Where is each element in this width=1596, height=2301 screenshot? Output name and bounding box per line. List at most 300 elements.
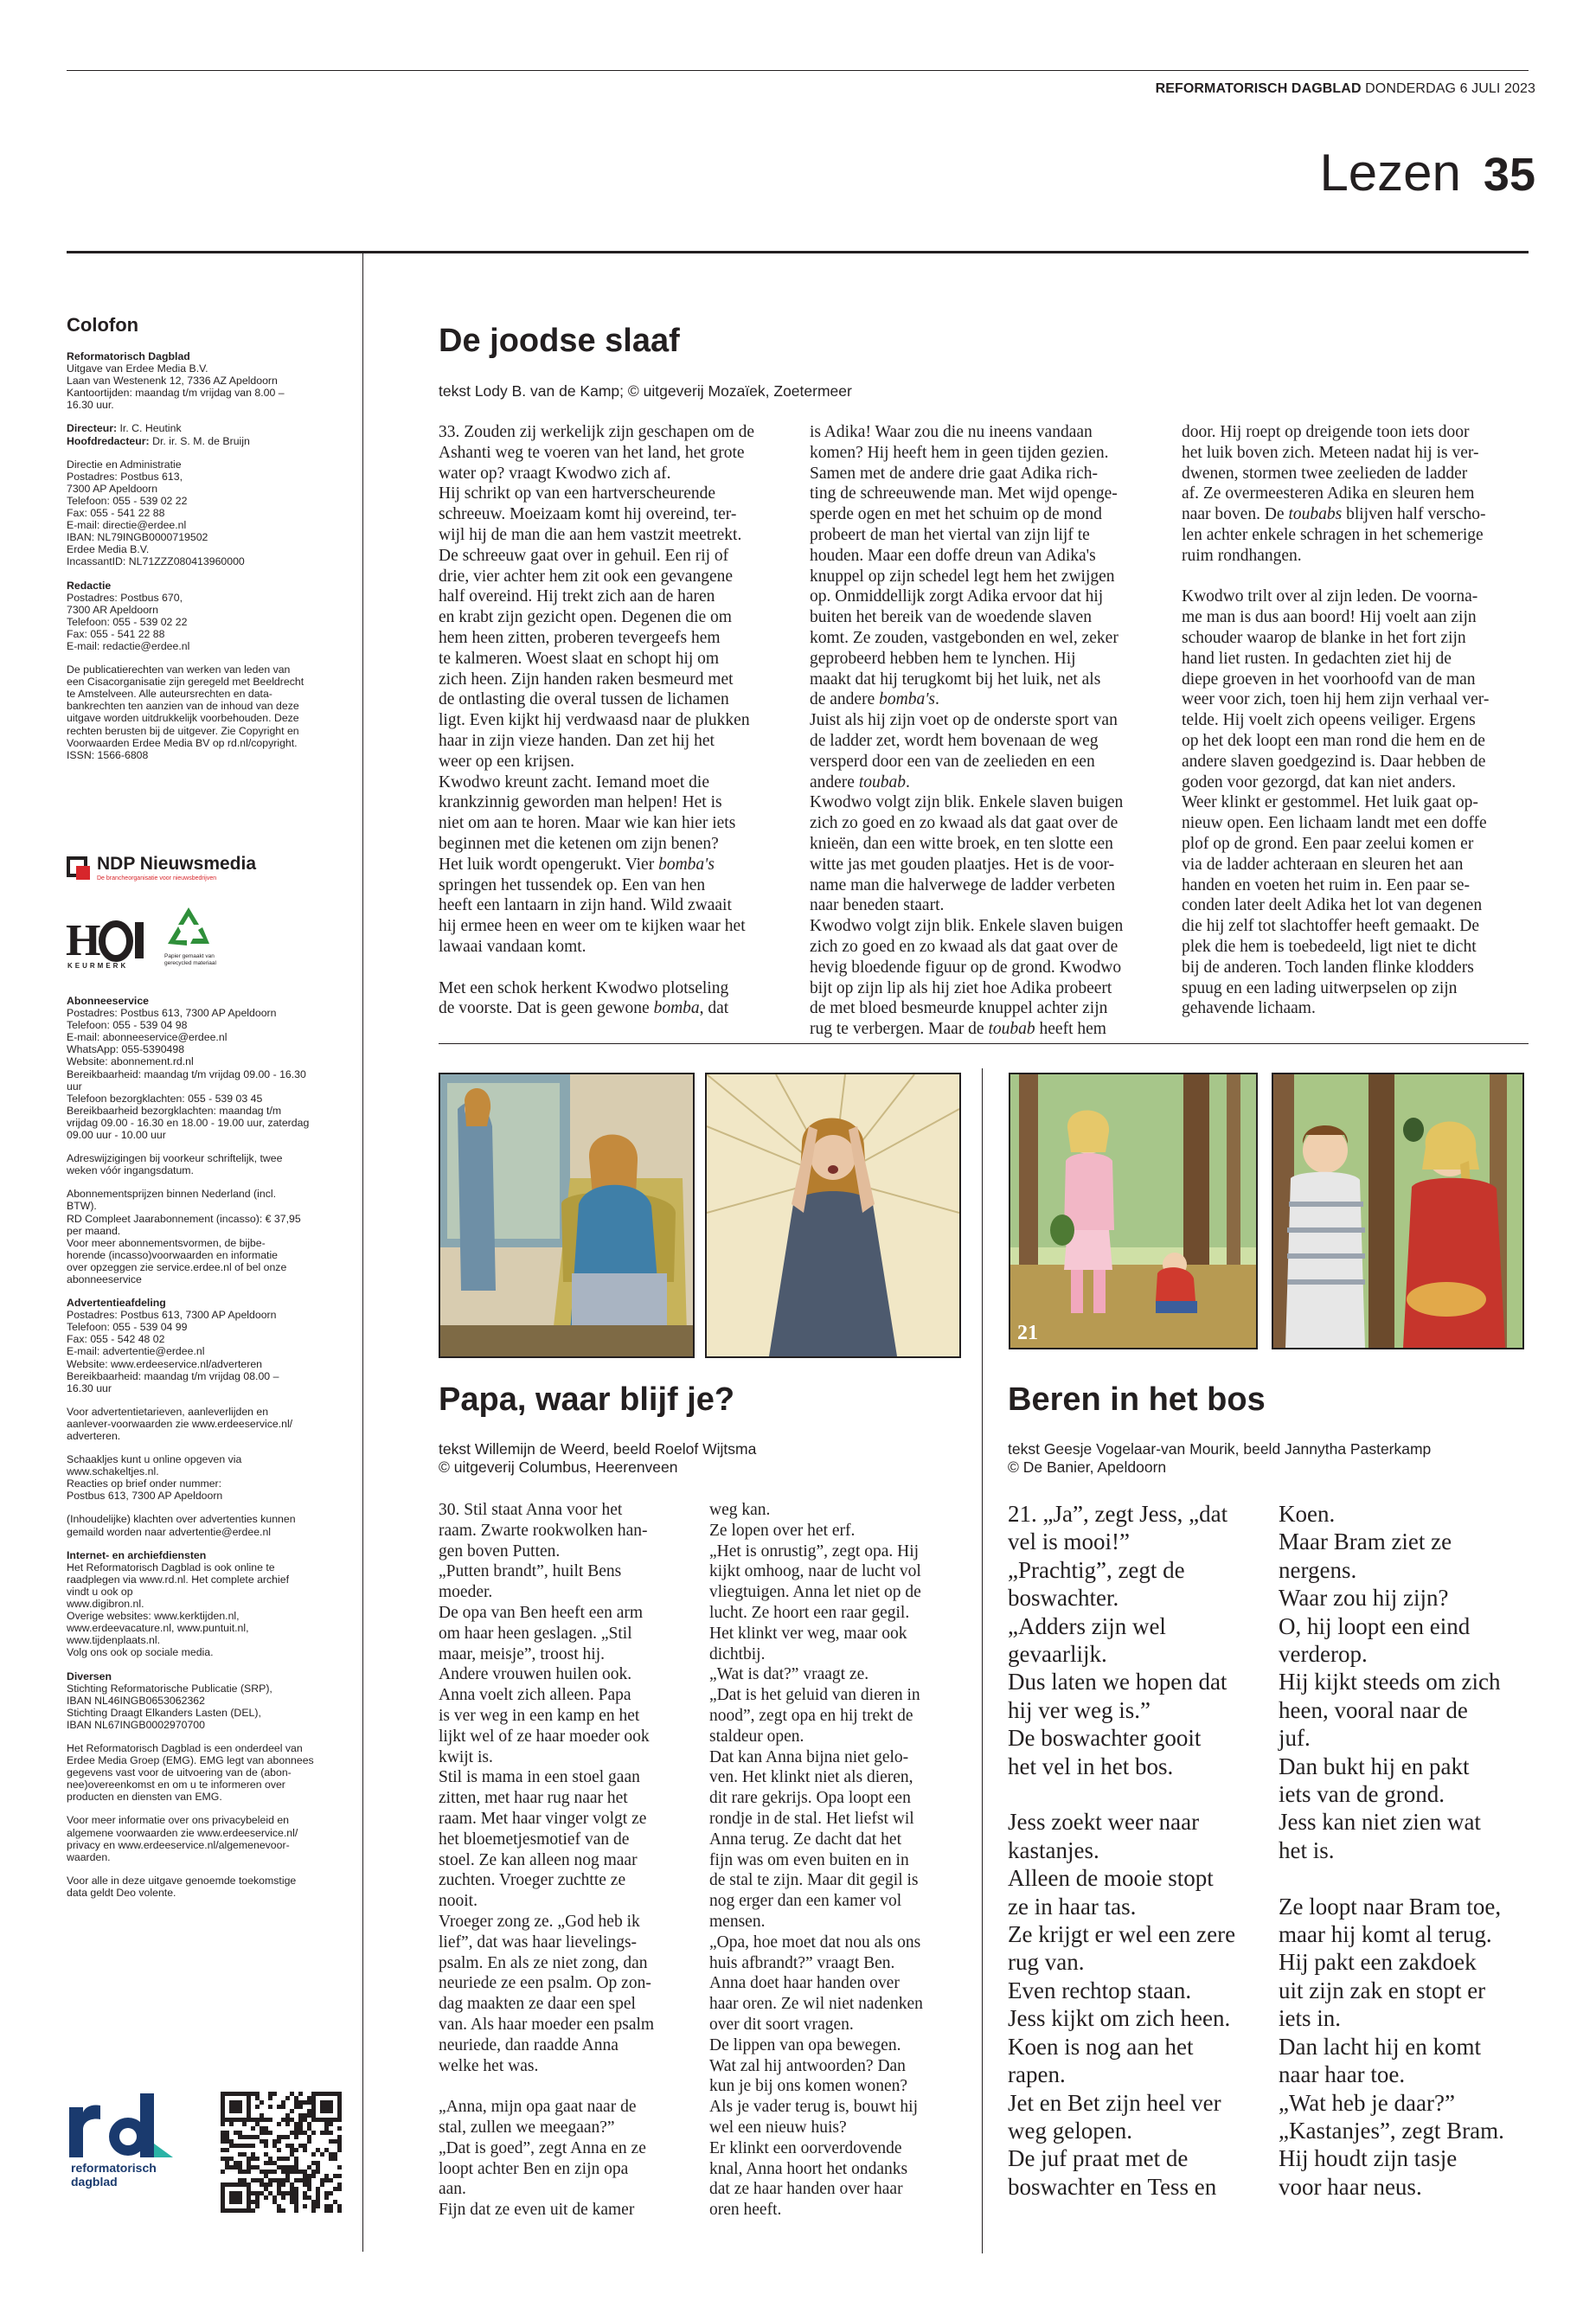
qr-module	[264, 2118, 268, 2122]
qr-module	[307, 2096, 311, 2100]
text-line: naar haar toe.	[1279, 2061, 1406, 2088]
qr-module	[251, 2178, 255, 2182]
qr-module	[294, 2170, 298, 2174]
qr-module	[333, 2157, 337, 2161]
qr-module	[251, 2157, 255, 2161]
qr-module	[238, 2165, 242, 2170]
text-line: Ze lopen over het erf.	[709, 1521, 856, 1540]
text-line: en krabt zijn gezicht open. Degenen die om	[439, 608, 732, 627]
text-line: www.erdeevacature.nl, www.puntuit.nl,	[67, 1622, 249, 1635]
deo-volente	[67, 1875, 345, 1899]
qr-module	[316, 2170, 320, 2174]
text-line: weer voor zich, toen hij hem zijn verhaal ver-	[1182, 690, 1490, 709]
article2-col2	[709, 1500, 969, 2221]
colofon-directie	[67, 458, 345, 568]
text-line: Er klinkt een oorverdovende	[709, 2138, 902, 2157]
text-line: diepe groeven in het voorhoofd van de man	[1182, 670, 1476, 689]
keurmerk: KEURMERK	[67, 962, 129, 970]
colofon	[67, 314, 345, 772]
recycle-icon	[163, 904, 215, 952]
qr-code-icon[interactable]	[221, 2092, 342, 2213]
text-line	[1008, 1780, 1276, 1808]
qr-module	[337, 2187, 342, 2191]
ndp-name: NDP Nieuwsmedia	[97, 854, 257, 874]
qr-module	[303, 2174, 307, 2178]
qr-module	[298, 2122, 303, 2126]
text-line: moeder.	[439, 1583, 493, 1602]
text-line: hand liet rusten. In gedachten ziet hij de	[1182, 649, 1452, 668]
paper-name: REFORMATORISCH DAGBLAD	[1155, 81, 1362, 96]
qr-module	[298, 2118, 303, 2122]
text-line	[439, 2076, 689, 2097]
adreswijziging	[67, 1152, 345, 1176]
qr-module	[277, 2165, 281, 2170]
qr-module	[225, 2165, 229, 2170]
section-title: Lezen	[1319, 144, 1461, 202]
article3-col1	[1008, 1500, 1276, 2201]
qr-module	[277, 2208, 281, 2213]
text-line: Het klinkt ver weg, maar ook	[709, 1624, 907, 1643]
qr-module	[307, 2178, 311, 2182]
text-line: 30. Stil staat Anna voor het	[439, 1501, 623, 1519]
text-line: De lippen van opa bewegen.	[709, 2035, 901, 2054]
qr-module	[225, 2131, 229, 2135]
text-line: is Adika! Waar zou die nu ineens vandaan	[810, 423, 1093, 441]
qr-module	[294, 2105, 298, 2109]
qr-module	[268, 2157, 272, 2161]
qr-module	[251, 2165, 255, 2170]
text-line: De boswachter gooit	[1008, 1725, 1202, 1752]
text-line: de met bloed besmeurde knuppel achter zijn	[810, 999, 1108, 1018]
text-line: door. Hij roept op dreigende toon iets door	[1182, 423, 1470, 441]
text-line: ruim rondhangen.	[1182, 546, 1302, 565]
text-line: Telefoon: 055 - 539 02 22	[67, 615, 188, 628]
text-line: vrijdag 09.00 - 16.30 en 18.00 - 19.00 uur, zaterdag	[67, 1116, 310, 1129]
qr-module	[264, 2174, 268, 2178]
text-line: Postadres: Postbus 670,	[67, 591, 183, 604]
text-line: kijkt omhoog, naar de lucht vol	[709, 1562, 921, 1581]
colofon-service	[67, 995, 345, 1910]
qr-module	[225, 2157, 229, 2161]
text-line: uur	[67, 1080, 82, 1093]
qr-module	[242, 2135, 247, 2139]
qr-module	[238, 2144, 242, 2148]
ndp-sub: De brancheorganisatie voor nieuwsbedrijven	[97, 875, 217, 881]
qr-module	[303, 2178, 307, 2182]
text-line: waarden.	[67, 1850, 111, 1863]
text-line: raam. Met haar vinger volgt ze	[439, 1809, 647, 1828]
qr-module	[285, 2165, 290, 2170]
qr-module	[285, 2113, 290, 2118]
text-line: telde. Hij voelt zich opeens veiliger. Ergens	[1182, 711, 1476, 730]
qr-module	[316, 2187, 320, 2191]
qr-module	[255, 2092, 260, 2096]
line: Kantoortijden: maandag t/m vrijdag van 8.00 –	[67, 387, 285, 400]
text-line: RD Compleet Jaarabonnement (incasso): € 37,95	[67, 1212, 301, 1225]
text-line: fijn was om even buiten en in	[709, 1850, 909, 1869]
text-line: om haar heen geslagen. „Stil	[439, 1624, 632, 1643]
text-line: knuppel op zijn schedel legt hem het zwijgen	[810, 567, 1115, 586]
text-line: gehavende lichaam.	[1182, 999, 1316, 1018]
text-line: nog erger dan een kamer vol	[709, 1892, 902, 1911]
text-line: lucht. Ze hoort een raar gegil.	[709, 1603, 910, 1622]
qr-module	[277, 2105, 281, 2109]
text-line	[1279, 1864, 1538, 1892]
text-line: 7300 AR Apeldoorn	[67, 603, 158, 616]
qr-module	[242, 2144, 247, 2148]
qr-module	[255, 2195, 260, 2200]
qr-module	[307, 2187, 311, 2191]
text-line: Kwodwo volgt zijn blik. Enkele slaven buigen	[810, 917, 1124, 936]
qr-module	[324, 2126, 329, 2131]
qr-module	[255, 2204, 260, 2208]
abonnee-head: Abonneeservice	[67, 995, 150, 1007]
logo-line1: reformatorisch	[71, 2161, 157, 2175]
text-line: plof op de grond. Een paar zeelui komen er	[1182, 834, 1474, 853]
qr-module	[290, 2182, 294, 2187]
qr-module	[277, 2178, 281, 2182]
text-line: WhatsApp: 055-5390498	[67, 1043, 185, 1056]
text-line: Dus laten we hopen dat	[1008, 1669, 1227, 1695]
qr-module	[251, 2092, 255, 2096]
qr-module	[307, 2139, 311, 2144]
jess-forest-image	[1010, 1074, 1256, 1348]
article1-col3	[1182, 422, 1528, 1019]
qr-module	[242, 2152, 247, 2157]
qr-module	[260, 2178, 264, 2182]
text-line: Als je vader terug is, bouwt hij	[709, 2098, 918, 2117]
text-line: Adreswijzigingen bij voorkeur schriftelijk, twee	[67, 1152, 283, 1165]
text-line: krankzinnig geworden man helpen! Het is	[439, 793, 722, 812]
qr-module	[272, 2170, 277, 2174]
qr-module	[324, 2148, 329, 2152]
qr-module	[260, 2182, 264, 2187]
text-line: wijl hij de man die aan hem vastzit meetrekt.	[439, 525, 742, 544]
qr-module	[268, 2161, 272, 2165]
qr-module	[255, 2122, 260, 2126]
qr-module	[311, 2174, 316, 2178]
article3-title: Beren in het bos	[1008, 1381, 1266, 1418]
line: 16.30 uur.	[67, 399, 114, 412]
text-line: Voorwaarden Erdee Media BV op rd.nl/copyright.	[67, 736, 298, 749]
qr-module	[255, 2178, 260, 2182]
article1-title: De joodse slaaf	[439, 323, 680, 359]
qr-module	[316, 2161, 320, 2165]
article1-col1	[439, 422, 785, 1019]
advertentietarieven	[67, 1406, 345, 1442]
qr-module	[298, 2126, 303, 2131]
qr-module	[324, 2131, 329, 2135]
qr-module	[272, 2144, 277, 2148]
qr-module	[264, 2139, 268, 2144]
text-line: nooit.	[439, 1892, 478, 1911]
text-line: „Adders zijn wel	[1008, 1612, 1166, 1639]
text-line: niet om aan te horen. Maar wie kan hier iets	[439, 814, 736, 833]
text-line: hij ver weg is.”	[1008, 1696, 1151, 1723]
qr-module	[303, 2118, 307, 2122]
qr-module	[298, 2144, 303, 2148]
text-line: www.schakeltjes.nl.	[67, 1465, 159, 1478]
hoofdredacteur-line	[67, 435, 345, 447]
text-line: Directie en Administratie	[67, 458, 182, 471]
text-line: houden. Maar een doffe dreun van Adika's	[810, 546, 1096, 565]
text-line: Even rechtop staan.	[1008, 1977, 1192, 2003]
text-line: Vroeger zong ze. „God heb ik	[439, 1912, 640, 1931]
bottom-column-divider	[982, 1068, 983, 2253]
qr-module	[221, 2170, 225, 2174]
qr-module	[277, 2204, 281, 2208]
text-line: „Wat heb je daar?”	[1279, 2089, 1455, 2116]
text-line: raam. Zwarte rookwolken han-	[439, 1521, 648, 1540]
qr-module	[316, 2191, 320, 2195]
qr-module	[260, 2126, 264, 2131]
text-line: zich zo goed en zo kwaad als dat gaat over de	[810, 937, 1118, 956]
text-line: bankrechten ten aanzien van de inhoud van deze	[67, 700, 299, 713]
masthead	[1156, 81, 1535, 97]
qr-module	[255, 2191, 260, 2195]
qr-module	[268, 2191, 272, 2195]
qr-module	[238, 2131, 242, 2135]
text-line: het luik boven zich. Meteen nadat hij is ver-	[1182, 443, 1479, 462]
qr-module	[247, 2144, 251, 2148]
qr-module	[329, 2191, 333, 2195]
diversen-head: Diversen	[67, 1670, 112, 1682]
text-line: E-mail: redactie@erdee.nl	[67, 639, 190, 652]
qr-module	[285, 2157, 290, 2161]
qr-module	[329, 2139, 333, 2144]
qr-module	[260, 2131, 264, 2135]
text-line: plek die hem is toebedeeld, ligt niet te dicht	[1182, 937, 1477, 956]
text-line: spuug en een lading uitwerpselen op zijn	[1182, 978, 1458, 997]
text-line: over opzeggen zie service.erdee.nl of bel onze	[67, 1260, 287, 1273]
qr-module	[303, 2195, 307, 2200]
text-line: Hij kijkt steeds om zich	[1279, 1669, 1501, 1695]
colofon-management	[67, 422, 345, 446]
text-line: schreeuw. Moeizaam komt hij overeind, ter-	[439, 505, 737, 524]
qr-module	[290, 2092, 294, 2096]
qr-module	[277, 2139, 281, 2144]
qr-module	[268, 2092, 272, 2096]
text-line: sperde ogen en met het schuim op de mond	[810, 505, 1102, 524]
text-line: maar hij komt al terug.	[1279, 1921, 1492, 1948]
text-line: rug te verbergen. Maar de toubab heeft hem	[810, 1020, 1106, 1039]
qr-module	[285, 2118, 290, 2122]
text-line: kwijt is.	[439, 1747, 493, 1766]
qr-module	[255, 2096, 260, 2100]
qr-module	[285, 2174, 290, 2178]
qr-module	[337, 2144, 342, 2148]
text-line: lawaai vandaan komt.	[439, 937, 586, 956]
article2-credit-line1: tekst Willemijn de Weerd, beeld Roelof Wijtsma	[439, 1440, 757, 1458]
text-line: 33. Zouden zij werkelijk zijn geschapen om de	[439, 423, 754, 441]
qr-module	[264, 2126, 268, 2131]
text-line: andere toubab.	[810, 772, 910, 792]
qr-module	[268, 2096, 272, 2100]
qr-module	[290, 2191, 294, 2195]
text-line: haar oren. Ze wil niet nadenken	[709, 1995, 923, 2014]
text-line: hij ermee heen en weer om te kijken waar het	[439, 917, 746, 936]
qr-module	[255, 2118, 260, 2122]
text-line: name man die halverwege de ladder verbeten	[810, 875, 1115, 894]
qr-module	[225, 2161, 229, 2165]
text-line: een Cisacorganisatie zijn geregeld met Beeldrecht	[67, 676, 304, 689]
text-line: knieën, dan een witte broek, en ten slotte een	[810, 834, 1113, 853]
qr-module	[268, 2118, 272, 2122]
qr-module	[294, 2208, 298, 2213]
qr-module	[303, 2131, 307, 2135]
qr-module	[272, 2139, 277, 2144]
text-line: het vel in het bos.	[1008, 1753, 1174, 1779]
qr-module	[290, 2144, 294, 2148]
illustration-bram-jess	[1272, 1073, 1524, 1349]
text-line: „Dat is goed”, zegt Anna en ze	[439, 2138, 646, 2157]
logo-line2: dagblad	[71, 2175, 118, 2189]
text-line: verderop.	[1279, 1641, 1368, 1668]
qr-module	[247, 2161, 251, 2165]
qr-module	[337, 2208, 342, 2213]
text-line: Fax: 055 - 542 48 02	[67, 1333, 165, 1346]
text-line: Fax: 055 - 541 22 88	[67, 507, 165, 520]
text-line: gegevens vast voor de uitvoering van de (abon-	[67, 1766, 292, 1779]
text-line: adverteren.	[67, 1430, 121, 1442]
qr-module	[329, 2122, 333, 2126]
text-line: staldeur open.	[709, 1727, 804, 1746]
qr-module	[268, 2105, 272, 2109]
text-line: aan.	[439, 2180, 466, 2199]
text-line: abonneeservice	[67, 1272, 142, 1285]
text-line: neuriede, dan raadde Anna	[439, 2035, 619, 2054]
text-line: neuriede ze een psalm. Op zon-	[439, 1974, 651, 1993]
qr-module	[329, 2152, 333, 2157]
qr-module	[255, 2200, 260, 2204]
abonneeservice	[67, 995, 345, 1141]
qr-module	[285, 2178, 290, 2182]
text-line: aanlever-voorwaarden zie www.erdeeservice.nl/	[67, 1417, 293, 1430]
text-line: hevig bloedende figuur op de grond. Kwodwo	[810, 958, 1122, 977]
text-line: water op? vraagt Kwodwo zich af.	[439, 464, 671, 483]
privacy-info	[67, 1814, 345, 1862]
text-line: het is.	[1279, 1836, 1335, 1863]
text-line: bijt op zijn lip als hij ziet hoe Adika probeert	[810, 978, 1112, 997]
text-line: Andere vrouwen huilen ook.	[439, 1665, 632, 1684]
text-line: vliegtuigen. Anna let niet op de	[709, 1583, 921, 1602]
text-line: de ladder zet, wordt hem bovenaan de weg	[810, 731, 1099, 750]
text-line: weg gelopen.	[1008, 2117, 1132, 2144]
qr-module	[324, 2204, 329, 2208]
text-line: Samen met de andere drie gaat Adika rich-	[810, 464, 1098, 483]
text-line: (Inhoudelijke) klachten over advertenties kunnen	[67, 1513, 296, 1526]
qr-module	[234, 2144, 238, 2148]
text-line: Koen is nog aan het	[1008, 2033, 1194, 2060]
qr-module	[311, 2152, 316, 2157]
text-line: hem heen zitten, proberen tevergeefs hem	[439, 628, 721, 647]
text-line: nieuw open. Een lichaam landt met een doffe	[1182, 814, 1487, 833]
text-line: dag maakten ze daar een spel	[439, 1995, 636, 2014]
text-line: www.digibron.nl.	[67, 1598, 144, 1611]
qr-module	[251, 2135, 255, 2139]
directeur-line	[67, 422, 345, 434]
text-line: andere slaven goedgezind is. Daar hebben de	[1182, 752, 1486, 771]
qr-module	[229, 2157, 234, 2161]
qr-module	[329, 2131, 333, 2135]
qr-module	[311, 2170, 316, 2174]
rd-logo-icon	[66, 2092, 178, 2161]
text-line: zuchten. Vroeger zuchtte ze	[439, 1871, 626, 1890]
qr-module	[329, 2157, 333, 2161]
qr-module	[268, 2182, 272, 2187]
text-line: Anna voelt zich alleen. Papa	[439, 1686, 631, 1705]
text-line: Schaakljes kunt u online opgeven via	[67, 1453, 242, 1466]
text-line: Dat kan Anna bijna niet gelo-	[709, 1747, 909, 1766]
text-line: dwenen, stormen twee zeelieden de ladder	[1182, 464, 1468, 483]
text-line: nood”, zegt opa en hij trekt de	[709, 1706, 913, 1725]
qr-module	[307, 2165, 311, 2170]
line: Laan van Westenenk 12, 7336 AZ Apeldoorn	[67, 375, 278, 388]
qr-module	[260, 2100, 264, 2105]
text-line: 7300 AP Apeldoorn	[67, 482, 158, 495]
schakeltjes	[67, 1453, 345, 1502]
qr-module	[290, 2170, 294, 2174]
qr-module	[290, 2165, 294, 2170]
text-line: gen boven Putten.	[439, 1541, 561, 1561]
article1-credit: tekst Lody B. van de Kamp; © uitgeverij Mozaïek, Zoetermeer	[439, 382, 852, 400]
qr-module	[229, 2165, 234, 2170]
qr-module	[268, 2178, 272, 2182]
qr-module	[272, 2161, 277, 2165]
text-line: de andere bomba's.	[810, 690, 939, 709]
qr-module	[290, 2131, 294, 2135]
qr-module	[251, 2200, 255, 2204]
text-line: heeft een lantaarn in zijn hand. Wild zwaait	[439, 896, 732, 915]
text-line: stal, zullen we meegaan?”	[439, 2118, 615, 2137]
text-line: Waar zou hij zijn?	[1279, 1585, 1449, 1612]
qr-module	[225, 2139, 229, 2144]
text-line: geprobeerd hebben hem te lynchen. Hij	[810, 649, 1076, 668]
qr-module	[281, 2178, 285, 2182]
qr-module	[251, 2208, 255, 2213]
text-line: te kalmeren. Woest slaat en schopt hij om	[439, 649, 720, 668]
text-line: heen, vooral naar de	[1279, 1696, 1468, 1723]
text-line: bij de anderen. Toch landen flinke klodders	[1182, 958, 1474, 977]
qr-module	[272, 2195, 277, 2200]
qr-module	[247, 2165, 251, 2170]
qr-module	[251, 2144, 255, 2148]
text-line: zitten, met haar rug naar het	[439, 1789, 628, 1808]
qr-module	[316, 2165, 320, 2170]
qr-module	[268, 2131, 272, 2135]
qr-module	[225, 2135, 229, 2139]
qr-module	[337, 2148, 342, 2152]
text-line: de voorste. Dat is geen gewone bomba, dat	[439, 999, 729, 1018]
text-line: welke het was.	[439, 2056, 539, 2075]
qr-module	[285, 2191, 290, 2195]
text-line: Weer klinkt er gestommel. Het luik gaat op-	[1182, 793, 1478, 812]
text-line: Met een schok herkent Kwodwo plotseling	[439, 978, 729, 997]
text-line: stoel. Ze kan alleen nog maar	[439, 1850, 638, 1869]
qr-module	[333, 2187, 337, 2191]
qr-module	[303, 2100, 307, 2105]
qr-module	[268, 2170, 272, 2174]
text-line: naar boven. De toubabs blijven half verscho-	[1182, 505, 1486, 524]
qr-module	[298, 2113, 303, 2118]
panel-number: 21	[1017, 1322, 1038, 1344]
qr-module	[238, 2178, 242, 2182]
text-line: Jess kijkt om zich heen.	[1008, 2005, 1231, 2032]
qr-module	[281, 2165, 285, 2170]
text-line: rechten berusten bij de uitgever. Zie Copyright en	[67, 724, 299, 737]
text-line: data geldt Deo volente.	[67, 1886, 176, 1899]
article1-col2	[810, 422, 1156, 1040]
